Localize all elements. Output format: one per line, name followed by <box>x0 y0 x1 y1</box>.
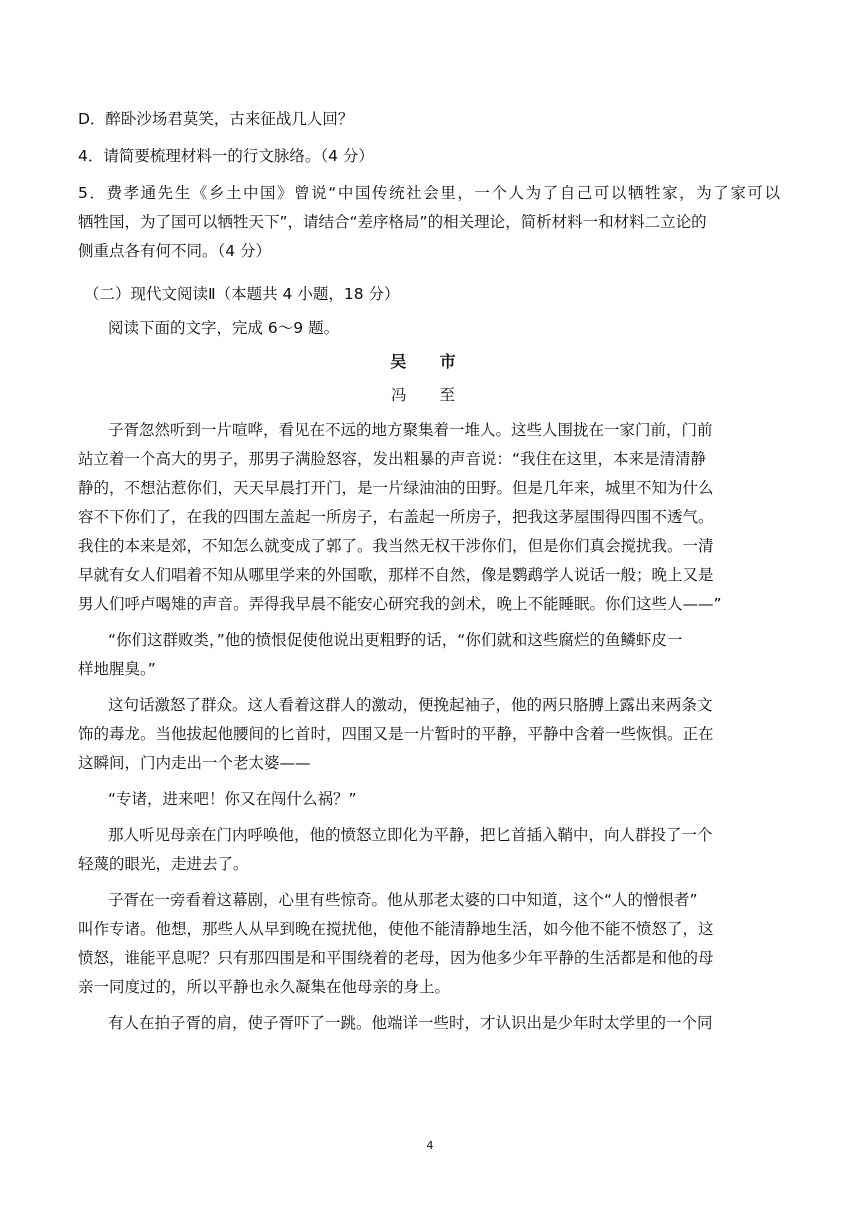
story-paragraph-line: 愤怒，谁能平息呢？只有那四围是和平围绕着的老母，因为他多少年平静的生活都是和他的母 <box>78 949 714 967</box>
question-option-d: D．醉卧沙场君莫笑，古来征战几人回？ <box>78 110 354 128</box>
story-paragraph-line: 这瞬间，门内走出一个老太婆—— <box>78 754 311 772</box>
story-title: 吴 市 <box>390 352 470 371</box>
story-paragraph-line: 早就有女人们唱着不知从哪里学来的外国歌，那样不自然，像是鹦鹉学人说话一般；晚上又是 <box>78 566 714 584</box>
story-paragraph-line: 叫作专诸。他想，那些人从早到晚在搅扰他，使他不能清静地生活，如今他不能不愤怒了，这 <box>78 920 714 938</box>
story-paragraph-line: 轻蔑的眼光，走进去了。 <box>78 855 249 873</box>
story-paragraph-line: 男人们呼卢喝雉的声音。弄得我早晨不能安心研究我的剑术，晚上不能睡眠。你们这些人——” <box>78 595 722 613</box>
story-paragraph-line: “专诸，进来吧！你又在闯什么祸？” <box>108 790 357 808</box>
story-paragraph-line: 那人听见母亲在门内呼唤他，他的愤怒立即化为平静，把匕首插入鞘中，向人群投了一个 <box>108 826 713 844</box>
story-paragraph-line: 子胥在一旁看着这幕剧，心里有些惊奇。他从那老太婆的口中知道，这个“人的憎恨者” <box>108 891 698 909</box>
story-author: 冯 至 <box>391 386 469 404</box>
story-paragraph-line: “你们这群败类，”他的愤恨促使他说出更粗野的话，“你们就和这些腐烂的鱼鳞虾皮一 <box>108 631 683 649</box>
story-paragraph-line: 亲一同度过的，所以平静也永久凝集在他母亲的身上。 <box>78 978 451 996</box>
story-paragraph-line: 站立着一个高大的男子，那男子满脸怒容，发出粗暴的声音说：“我住在这里，本来是清清静 <box>78 450 707 468</box>
story-paragraph-line: 我住的本来是郊，不知怎么就变成了郭了。我当然无权干涉你们，但是你们真会搅扰我。一清 <box>78 537 714 555</box>
story-paragraph-line: 这句话激怒了群众。这人看着这群人的激动，便挽起袖子，他的两只胳膊上露出来两条文 <box>108 696 713 714</box>
question-4: 4．请简要梳理材料一的行文脉络。（4 分） <box>78 147 374 165</box>
story-paragraph-line: 容不下你们了，在我的四围左盖起一所房子，右盖起一所房子，把我这茅屋围得四围不透气。 <box>78 508 714 526</box>
section-heading: （二）现代文阅读Ⅱ（本题共 4 小题，18 分） <box>84 285 400 303</box>
question-5-line: 侧重点各有何不同。（4 分） <box>78 242 272 260</box>
question-5-line: 5．费孝通先生《乡土中国》曾说“中国传统社会里，一个人为了自己可以牺牲家，为了家可以 <box>78 184 780 202</box>
story-paragraph-line: 饰的毒龙。当他拔起他腰间的匕首时，四围又是一片暂时的平静，平静中含着一些恢惧。正在 <box>78 725 714 743</box>
story-paragraph-line: 有人在拍子胥的肩，使子胥吓了一跳。他端详一些时，才认识出是少年时太学里的一个同 <box>108 1014 713 1032</box>
section-instruction: 阅读下面的文字，完成 6～9 题。 <box>108 319 340 337</box>
page-number: 4 <box>426 1139 434 1152</box>
story-paragraph-line: 静的，不想沾惹你们，天天早晨打开门，是一片绿油油的田野。但是几年来，城里不知为什么 <box>78 479 714 497</box>
story-paragraph-line: 样地腥臭。” <box>78 660 156 678</box>
story-paragraph-line: 子胥忽然听到一片喧哗，看见在不远的地方聚集着一堆人。这些人围拢在一家门前，门前 <box>108 421 713 439</box>
question-5-line: 牺牲国，为了国可以牺牲天下”，请结合“差序格局”的相关理论，简析材料一和材料二立论的 <box>78 213 707 231</box>
